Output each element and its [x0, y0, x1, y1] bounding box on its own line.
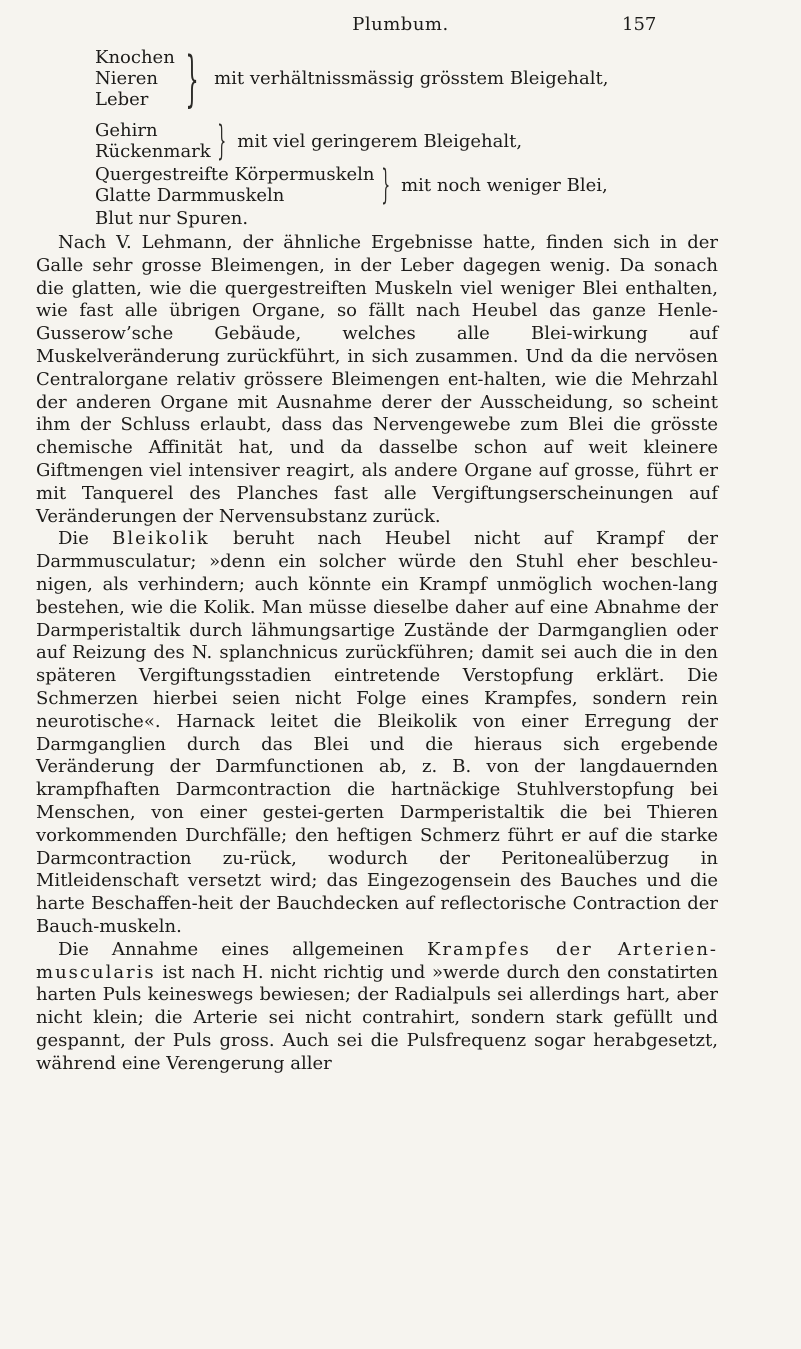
body-text	[36, 232, 718, 1075]
brace-icon: }	[380, 162, 390, 208]
organ-labels-3	[95, 164, 375, 206]
organ-label: Gehirn	[95, 120, 158, 141]
organ-label: Glatte Darmmuskeln	[95, 185, 285, 206]
group-description: mit verhältnissmässig grösstem Bleigehalt,	[214, 68, 609, 89]
organ-labels-1	[95, 47, 175, 110]
running-title: Plumbum.	[352, 14, 449, 35]
organ-label: Nieren	[95, 68, 159, 89]
blood-line: Blut nur Spuren.	[95, 208, 249, 229]
page-number: 157	[622, 14, 657, 35]
organ-label: Leber	[95, 89, 149, 110]
organ-group-2	[95, 120, 522, 162]
paragraph-lead: Die	[58, 528, 89, 550]
organ-group-3	[95, 164, 608, 206]
paragraph-rest: ist nach H. nicht richtig und »werde durch den constatirten harten Puls keineswegs bewiesen; der Radialpuls sei allerdings hart, aber nicht klein; die Arterie sei nicht contrahirt, sondern stark gefüllt und gespannt, der Puls gross. Auch sei die Pulsfrequenz sogar herabgesetzt, während eine Verengerung aller	[36, 961, 718, 1074]
brace-icon: }	[185, 43, 199, 114]
paragraph	[36, 939, 718, 1076]
group-description: mit viel geringerem Bleigehalt,	[237, 130, 523, 152]
organ-labels-2	[95, 120, 211, 162]
group-description: mit noch weniger Blei,	[401, 174, 608, 196]
paragraph-lead: Die Annahme eines allgemeinen	[58, 938, 404, 960]
organ-label: Rückenmark	[95, 141, 211, 162]
brace-icon: }	[216, 118, 226, 164]
paragraph: Nach V. Lehmann, der ähnliche Ergebnisse hatte, finden sich in der Galle sehr grosse Bleimengen, in der Leber dagegen wenig. Da sonach die glatten, wie die quergestreiften Muskeln viel weniger Blei enthalten, wie fast alle übrigen Organe, so fällt nach Heubel das ganze Henle-Gusserow’sche Gebäude, welches alle Blei-wirkung auf Muskelveränderung zurückführt, in sich zusammen. Und da die nervösen Centralorgane relativ grössere Bleimengen ent-halten, wie die Mehrzahl der anderen Organe mit Ausnahme derer der Ausscheidung, so scheint ihm der Schluss erlaubt, dass das Nervengewebe zum Blei die grösste chemische Affinität hat, und da dasselbe schon auf weit kleinere Giftmengen viel intensiver reagirt, als andere Organe auf grosse, führt er mit Tanquerel des Planches fast alle Vergiftungserscheinungen auf Veränderungen der Nervensubstanz zurück.	[36, 232, 718, 527]
organ-label: Knochen	[95, 47, 175, 68]
paragraph	[36, 528, 718, 938]
organ-label: Quergestreifte Körpermuskeln	[95, 164, 375, 185]
spaced-term: Bleikolik	[112, 528, 210, 550]
organ-group-1	[95, 43, 609, 114]
paragraph-rest: beruht nach Heubel nicht auf Krampf der Darmmusculatur; »denn ein solcher würde den Stuhl eher beschleu-nigen, als verhindern; auch könnte ein Krampf unmöglich wochen-lang bestehen, wie die Kolik. Man müsse dieselbe daher auf eine Abnahme der Darmperistaltik durch lähmungsartige Zustände der Darmganglien oder auf Reizung des N. splanchnicus zurückführen; damit sei auch die in den späteren Vergiftungsstadien eintretende Verstopfung erklärt. Die Schmerzen hierbei seien nicht Folge eines Krampfes, sondern rein neurotische«. Harnack leitet die Bleikolik von einer Erregung der Darmganglien durch das Blei und die hieraus sich ergebende Veränderung der Darmfunctionen ab, z. B. von der langdauernden krampfhaften Darmcontraction die hartnäckige Stuhlverstopfung bei Menschen, von einer gestei-gerten Darmperistaltik die bei Thieren vorkommenden Durchfälle; den heftigen Schmerz führt er auf die starke Darmcontraction zu-rück, wodurch der Peritonealüberzug in Mitleidenschaft versetzt wird; das Eingezogensein des Bauches und die harte Beschaffen-heit der Bauchdecken auf reflectorische Contraction der Bauch-muskeln.	[36, 528, 718, 937]
spaced-term: Krampfes der Arterien-muscularis	[36, 938, 718, 983]
